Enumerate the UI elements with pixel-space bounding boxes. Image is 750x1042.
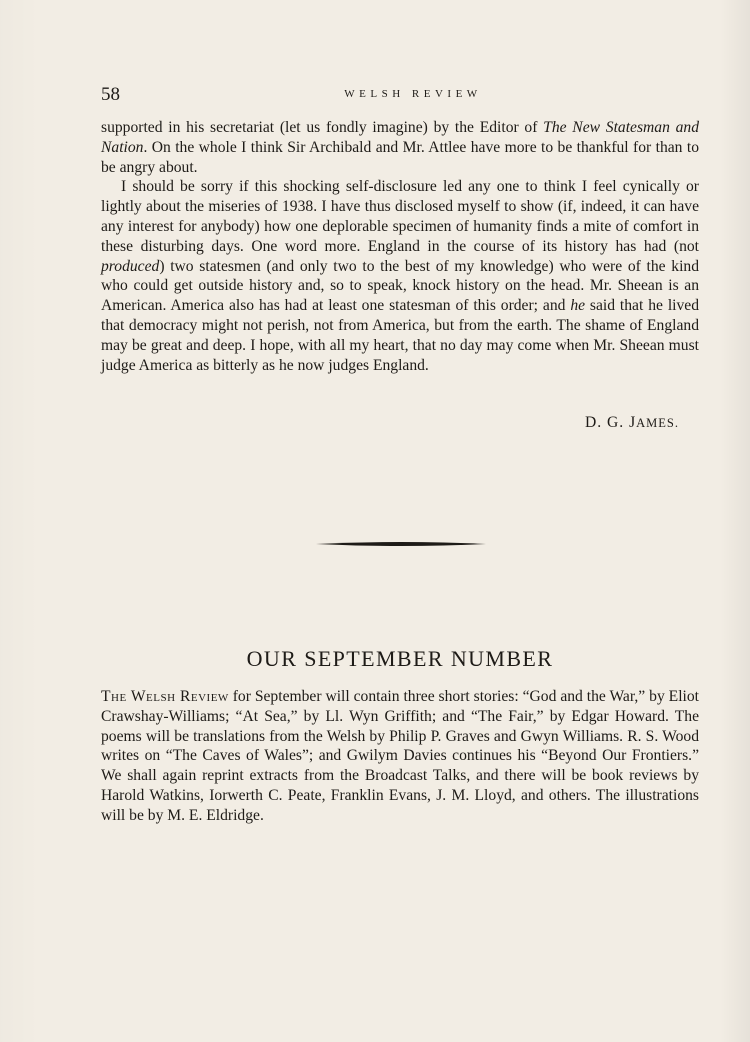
announcement-lead: The Welsh Review [101,688,229,705]
author-signature [101,414,679,432]
paragraph-2 [101,177,699,375]
paragraph-1-text-a: supported in his secretariat (let us fondly imagine) by the Editor of [101,119,544,136]
signature-rest: AMES. [636,416,679,430]
announcement-body: for September will contain three short stories: “God and the War,” by Eliot Crawshay-Williams; “At Sea,” by Ll. Wyn Griffith; and “The Fair,” by Edgar Howard. The poems will be translations from the Welsh by Philip P. Graves and Gwyn Williams. R. S. Wood writes on “The Caves of Wales”; and Gwilym Davies continues his “Beyond Our Frontiers.” We shall again reprint extracts from the Broadcast Talks, and there will be book reviews by Harold Watkins, Iorwerth C. Peate, Franklin Evans, J. M. Lloyd, and others. The illustrations will be by M. E. Eldridge. [101,688,699,824]
paragraph-2-emphasis-1: produced [101,257,160,275]
paragraph-2-text-c: said that he lived that democracy might not perish, not from America, but from the earth. The shame of England may be great and deep. I hope, with all my heart, that no day may come when Mr. Sheean must judge America as bitterly as he now judges England. [101,297,699,374]
signature-initials: D. G. J [584,414,637,431]
section-heading: OUR SEPTEMBER NUMBER [246,646,554,671]
running-head [101,84,701,108]
paragraph-1-title: The New Statesman and Nation [101,119,699,156]
article-body [101,118,699,375]
paragraph-2-text-a: I should be sorry if this shocking self-disclosure led any one to think I feel cynically or lightly about the miseries of 1938. I have thus disclosed myself to show (if, indeed, it can have any interest for anybody) how one deplorable specimen of humanity finds a mite of comfort in these disturbing days. One word more. England in the course of its history has had (not [101,178,699,255]
journal-name: WELSH REVIEW [344,88,482,100]
paragraph-2-text-b: ) two statesmen (and only two to the best of my knowledge) who were of the kind who could get outside history and, so to speak, knock history on the head. Mr. Sheean is an American. America also has had at least one statesman of this order; and [101,257,699,315]
page-number: 58 [101,84,120,105]
paragraph-1-text-b: . On the whole I think Sir Archibald and Mr. Attlee have more to be thankful for than to be angry about. [101,138,699,176]
announcement-text [101,687,699,826]
paragraph-1 [101,118,699,177]
section-divider-rule [316,541,486,547]
paragraph-2-emphasis-2: he [570,297,586,315]
